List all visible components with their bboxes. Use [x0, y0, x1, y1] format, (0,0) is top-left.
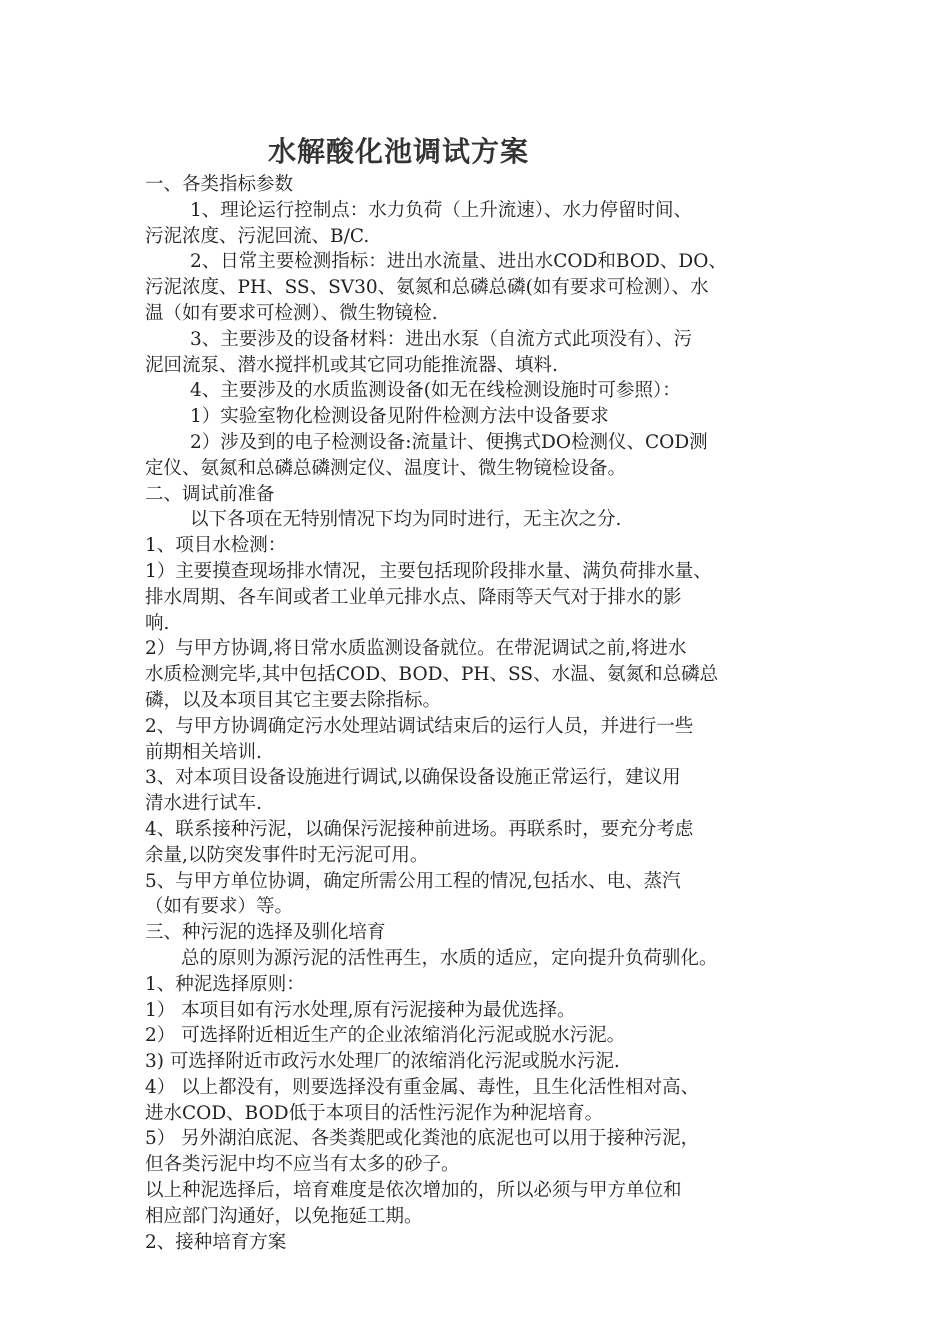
paragraph-line: 但各类污泥中均不应当有太多的砂子。	[145, 1154, 460, 1176]
paragraph-line: 5、与甲方单位协调，确定所需公用工程的情况,包括水、电、蒸汽	[145, 870, 681, 892]
paragraph-line: 4、联系接种污泥，以确保污泥接种前进场。再联系时，要充分考虑	[145, 818, 694, 840]
paragraph-line: 5） 另外湖泊底泥、各类粪肥或化粪池的底泥也可以用于接种污泥，	[145, 1128, 700, 1150]
paragraph-line: 3、对本项目设备设施进行调试,以确保设备设施正常运行，建议用	[145, 767, 681, 789]
paragraph-line: 1、种泥选择原则：	[145, 973, 305, 995]
section-heading: 二、调试前准备	[145, 483, 275, 505]
paragraph-line: 污泥浓度、污泥回流、B/C.	[145, 225, 370, 247]
paragraph-line: 相应部门沟通好，以免拖延工期。	[145, 1205, 423, 1227]
section-heading: 一、各类指标参数	[145, 174, 294, 195]
paragraph-line: 温（如有要求可检测）、微生物镜检.	[145, 302, 438, 324]
paragraph-line: 余量,以防突发事件时无污泥可用。	[145, 844, 429, 866]
paragraph-line: 清水进行试车.	[145, 793, 262, 815]
paragraph-line: 2、日常主要检测指标：进出水流量、进出水COD和BOD、DO、	[190, 251, 727, 273]
paragraph-line: 4、主要涉及的水质监测设备(如无在线检测设施时可参照）：	[190, 380, 681, 402]
paragraph-line: 2）与甲方协调,将日常水质监测设备就位。在带泥调试之前,将进水	[145, 638, 687, 660]
paragraph-line: 3、主要涉及的设备材料：进出水泵（自流方式此项没有）、污	[190, 328, 693, 350]
paragraph-line: 2）涉及到的电子检测设备:流量计、便携式DO检测仪、COD测	[190, 431, 708, 453]
paragraph-line: 总的原则为源污泥的活性再生，水质的适应，定向提升负荷驯化。	[181, 947, 718, 969]
paragraph-line: 排水周期、各车间或者工业单元排水点、降雨等天气对于排水的影	[145, 586, 682, 608]
paragraph-line: 1、理论运行控制点：水力负荷（上升流速）、水力停留时间、	[190, 199, 693, 221]
paragraph-line: 以上种泥选择后，培育难度是依次增加的，所以必须与甲方单位和	[145, 1180, 682, 1202]
document-title: 水解酸化池调试方案	[268, 135, 530, 168]
paragraph-line: 2、接种培育方案	[145, 1231, 287, 1253]
paragraph-line: 3) 可选择附近市政污水处理厂的浓缩消化污泥或脱水污泥.	[145, 1051, 620, 1073]
paragraph-line: 水质检测完毕,其中包括COD、BOD、PH、SS、水温、氨氮和总磷总	[145, 664, 719, 686]
paragraph-line: 磷，以及本项目其它主要去除指标。	[145, 689, 442, 711]
paragraph-line: 1、项目水检测：	[145, 535, 287, 557]
paragraph-line: 前期相关培训.	[145, 741, 262, 763]
paragraph-line: 响.	[145, 612, 170, 634]
paragraph-line: 污泥浓度、PH、SS、SV30、氨氮和总磷总磷(如有要求可检测）、水	[145, 277, 709, 299]
paragraph-line: （如有要求）等。	[145, 896, 294, 918]
paragraph-line: 进水COD、BOD低于本项目的活性污泥作为种泥培育。	[145, 1102, 604, 1124]
paragraph-line: 2） 可选择附近相近生产的企业浓缩消化污泥或脱水污泥。	[145, 1025, 626, 1047]
paragraph-line: 2、与甲方协调确定污水处理站调试结束后的运行人员，并进行一些	[145, 715, 694, 737]
paragraph-line: 定仪、氨氮和总磷总磷测定仪、温度计、微生物镜检设备。	[145, 457, 627, 479]
paragraph-line: 1） 本项目如有污水处理,原有污泥接种为最优选择。	[145, 999, 576, 1021]
paragraph-line: 1）主要摸查现场排水情况，主要包括现阶段排水量、满负荷排水量、	[145, 560, 712, 582]
document-body	[145, 172, 825, 1255]
paragraph-line: 泥回流泵、潜水搅拌机或其它同功能推流器、填料.	[145, 354, 558, 376]
paragraph-line: 4） 以上都没有，则要选择没有重金属、毒性，且生化活性相对高、	[145, 1076, 700, 1098]
section-heading: 三、种污泥的选择及驯化培育	[145, 922, 386, 944]
paragraph-line: 以下各项在无特别情况下均为同时进行，无主次之分.	[190, 509, 622, 531]
paragraph-line: 1）实验室物化检测设备见附件检测方法中设备要求	[190, 406, 609, 428]
